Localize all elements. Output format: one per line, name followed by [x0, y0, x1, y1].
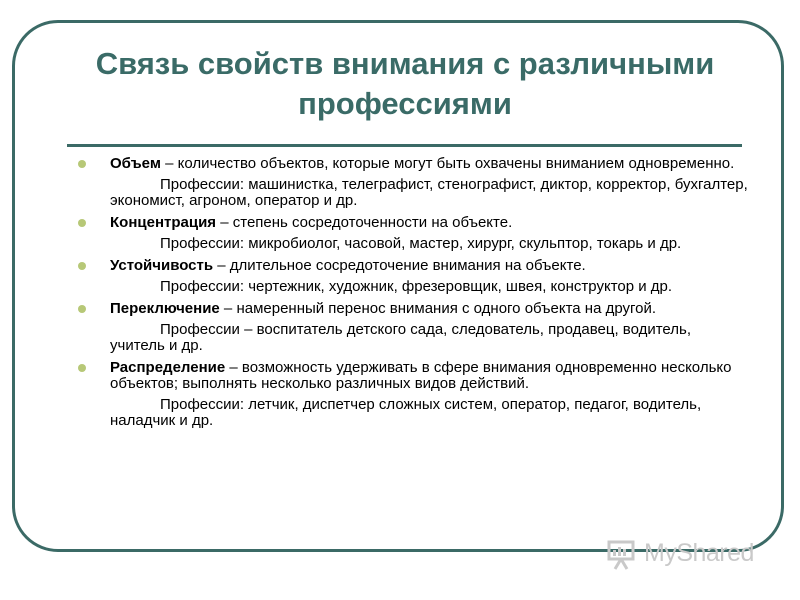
watermark-text: MyShared: [644, 539, 754, 567]
item-definition: [110, 360, 748, 392]
list-item: [78, 156, 748, 209]
bullet-icon: [78, 305, 86, 313]
item-definition-text: – возможность удерживать в сфере внимания одновременно несколько объектов; выполнять несколько различных видов действий.: [110, 359, 732, 392]
item-definition-text: – длительное сосредоточение внимания на объекте.: [213, 257, 586, 274]
item-term: Объем: [110, 155, 161, 172]
item-professions: Профессии – воспитатель детского сада, следователь, продавец, водитель, учитель и др.: [110, 321, 692, 354]
item-definition-text: – намеренный перенос внимания с одного объекта на другой.: [219, 300, 657, 317]
item-definition-text: – степень сосредоточенности на объекте.: [216, 214, 513, 231]
bullet-icon: [78, 219, 86, 227]
item-professions: Профессии: летчик, диспетчер сложных систем, оператор, педагог, водитель, наладчик и др.: [110, 396, 702, 429]
title-divider: [67, 144, 742, 147]
presentation-board-icon: [606, 538, 636, 570]
bullet-icon: [78, 364, 86, 372]
bullet-icon: [78, 160, 86, 168]
item-term: Концентрация: [110, 214, 217, 231]
list-item: [78, 360, 748, 429]
item-definition: [110, 215, 748, 231]
item-term: Переключение: [110, 300, 220, 317]
watermark[interactable]: [606, 536, 786, 576]
slide-title: Связь свойств внимания с различными профессиями: [95, 46, 715, 121]
item-professions: Профессии: чертежник, художник, фрезеровщик, швея, конструктор и др.: [160, 278, 673, 295]
item-term: Устойчивость: [110, 257, 214, 274]
item-definition: [110, 301, 748, 317]
bullet-list: [78, 156, 748, 435]
item-definition: [110, 258, 748, 274]
item-professions: Профессии: микробиолог, часовой, мастер, хирург, скульптор, токарь и др.: [160, 235, 682, 252]
list-item: [78, 215, 748, 252]
item-definition-text: – количество объектов, которые могут быть охвачены вниманием одновременно.: [160, 155, 735, 172]
bullet-icon: [78, 262, 86, 270]
item-definition: [110, 156, 748, 172]
list-item: [78, 301, 748, 354]
item-professions: Профессии: машинистка, телеграфист, стенографист, диктор, корректор, бухгалтер, экономист, агроном, оператор и др.: [110, 176, 748, 209]
list-item: [78, 258, 748, 295]
item-term: Распределение: [110, 359, 226, 376]
